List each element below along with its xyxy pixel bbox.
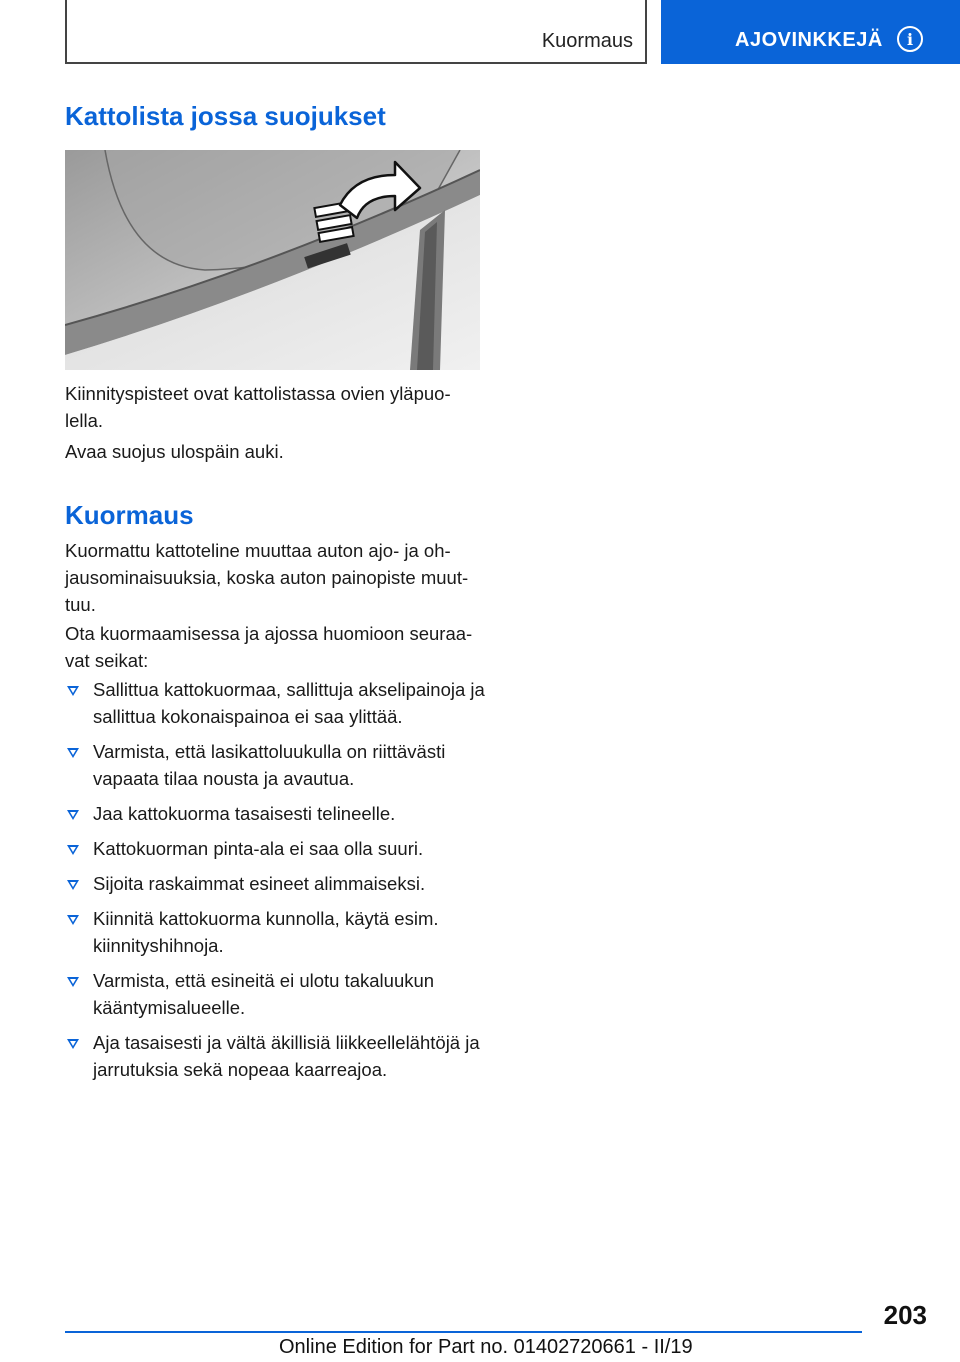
bullet-triangle-icon <box>67 915 79 925</box>
loading-rules-list <box>65 676 495 1091</box>
section-title-roof-rail: Kattolista jossa suojukset <box>65 101 386 131</box>
page-number: 203 <box>883 1300 927 1330</box>
header-section-label: Kuormaus <box>541 30 633 52</box>
list-item: Jaa kattokuorma tasaisesti telineelle. <box>65 800 495 827</box>
bullet-triangle-icon <box>67 748 79 758</box>
bullet-triangle-icon <box>67 1039 79 1049</box>
info-icon[interactable]: i <box>897 26 923 52</box>
list-item: Kiinnitä kattokuorma kunnolla, käytä esim. kiinnityshihnoja. <box>65 905 495 959</box>
bullet-triangle-icon <box>67 880 79 890</box>
bullet-triangle-icon <box>67 845 79 855</box>
paragraph-attachment-points: Kiinnityspisteet ovat kattolistassa ovien yläpuo-lella. <box>65 383 451 431</box>
list-item: Varmista, että lasikattoluukulla on riittävästi vapaata tilaa nousta ja avautua. <box>65 738 495 792</box>
paragraph-consider-following: Ota kuormaamisessa ja ajossa huomioon seuraa-vat seikat: <box>65 623 473 671</box>
bullet-triangle-icon <box>67 977 79 987</box>
header-section-box <box>65 0 647 64</box>
footer-divider <box>65 1331 862 1333</box>
roof-rail-illustration <box>65 150 480 370</box>
footer-edition-text: Online Edition for Part no. 01402720661 - II/19 <box>279 1336 693 1358</box>
bullet-triangle-icon <box>67 686 79 696</box>
paragraph-open-cover: Avaa suojus ulospäin auki. <box>65 441 284 462</box>
bullet-triangle-icon <box>67 810 79 820</box>
list-item: Sijoita raskaimmat esineet alimmaiseksi. <box>65 870 495 897</box>
header-chapter-tab[interactable] <box>661 0 960 64</box>
header-chapter-label: AJOVINKKEJÄ <box>735 29 883 51</box>
list-item: Sallittua kattokuormaa, sallittuja akselipainoja ja sallittua kokonaispainoa ei saa ylittää. <box>65 676 495 730</box>
list-item: Kattokuorman pinta-ala ei saa olla suuri. <box>65 835 495 862</box>
list-item: Varmista, että esineitä ei ulotu takaluukun kääntymisalueelle. <box>65 967 495 1021</box>
paragraph-loaded-rack: Kuormattu kattoteline muuttaa auton ajo- ja oh-jausominaisuuksia, koska auton painopiste muut-tuu. <box>65 540 469 615</box>
section-title-loading: Kuormaus <box>65 500 194 530</box>
list-item: Aja tasaisesti ja vältä äkillisiä liikkeellelähtöjä ja jarrutuksia sekä nopeaa kaarreajoa. <box>65 1029 495 1083</box>
